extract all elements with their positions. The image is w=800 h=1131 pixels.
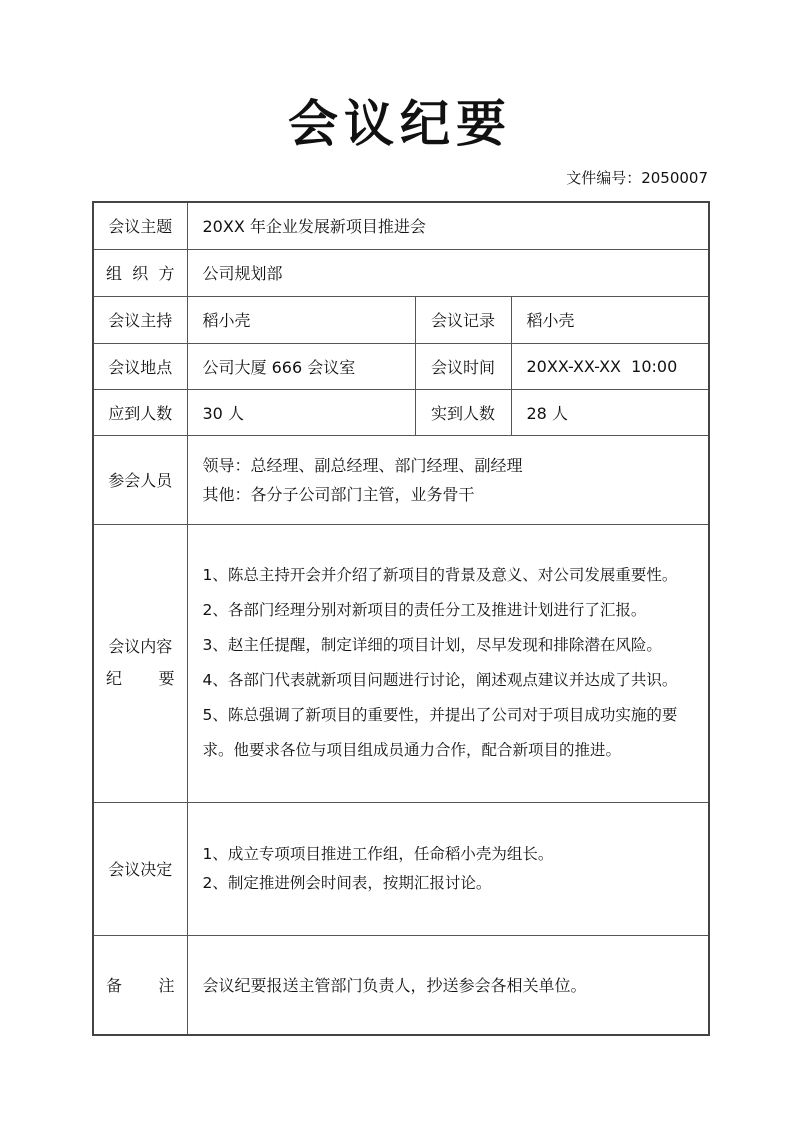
decision-label: 会议决定 [93,802,187,935]
content-label-char: 要 [158,669,175,688]
content-label-line: 会议内容 [108,637,173,656]
organizer-label-char: 组 [106,264,123,283]
decision-line: 2、制定推进例会时间表，按期汇报讨论。 [202,873,492,892]
row-headcount [93,389,709,435]
row-location-time [93,343,709,389]
actual-value: 28 人 [511,389,709,435]
row-decision [93,802,709,935]
recorder-value: 稻小壳 [511,296,709,343]
content-label-char: 纪 [106,669,123,688]
content-value [187,524,709,802]
minutes-table [92,201,710,1036]
time-value: 20XX-XX-XX 10:00 [511,343,709,389]
topic-value: 20XX 年企业发展新项目推进会 [187,202,709,249]
content-line: 5、陈总强调了新项目的重要性，并提出了公司对于项目成功实施的要 [202,706,678,724]
location-label: 会议地点 [93,343,187,389]
remarks-label-char: 注 [158,976,175,996]
content-label [93,524,187,802]
organizer-label-char: 方 [158,264,175,283]
row-topic [93,202,709,249]
content-line: 求。他要求各位与项目组成员通力合作，配合新项目的推进。 [202,741,622,759]
content-line: 1、陈总主持开会并介绍了新项目的背景及意义、对公司发展重要性。 [202,566,678,584]
row-remarks [93,935,709,1035]
topic-label: 会议主题 [93,202,187,249]
recorder-label: 会议记录 [415,296,511,343]
time-label: 会议时间 [415,343,511,389]
row-host-recorder [93,296,709,343]
attendees-label: 参会人员 [93,435,187,524]
content-line: 3、赵主任提醒，制定详细的项目计划，尽早发现和排除潜在风险。 [202,636,662,654]
row-organizer [93,249,709,296]
row-attendees [93,435,709,524]
actual-label: 实到人数 [415,389,511,435]
host-value: 稻小壳 [187,296,415,343]
attendees-line: 领导：总经理、副总经理、部门经理、副经理 [202,455,523,475]
organizer-value: 公司规划部 [187,249,709,296]
content-line: 2、各部门经理分别对新项目的责任分工及推进计划进行了汇报。 [202,601,647,619]
decision-line: 1、成立专项项目推进工作组，任命稻小壳为组长。 [202,844,554,863]
organizer-label-char: 织 [132,264,149,283]
document-title: 会议纪要 [288,95,512,153]
row-content [93,524,709,802]
organizer-label [93,249,187,296]
decision-value [187,802,709,935]
file-number: 文件编号：2050007 [566,169,708,187]
expected-value: 30 人 [187,389,415,435]
location-value: 公司大厦 666 会议室 [187,343,415,389]
expected-label: 应到人数 [93,389,187,435]
remarks-label-char: 备 [106,976,123,996]
remarks-label [93,935,187,1035]
host-label: 会议主持 [93,296,187,343]
attendees-value [187,435,709,524]
remarks-value: 会议纪要报送主管部门负责人，抄送参会各相关单位。 [187,935,709,1035]
attendees-line: 其他：各分子公司部门主管，业务骨干 [202,484,475,504]
content-line: 4、各部门代表就新项目问题进行讨论，阐述观点建议并达成了共识。 [202,671,678,689]
